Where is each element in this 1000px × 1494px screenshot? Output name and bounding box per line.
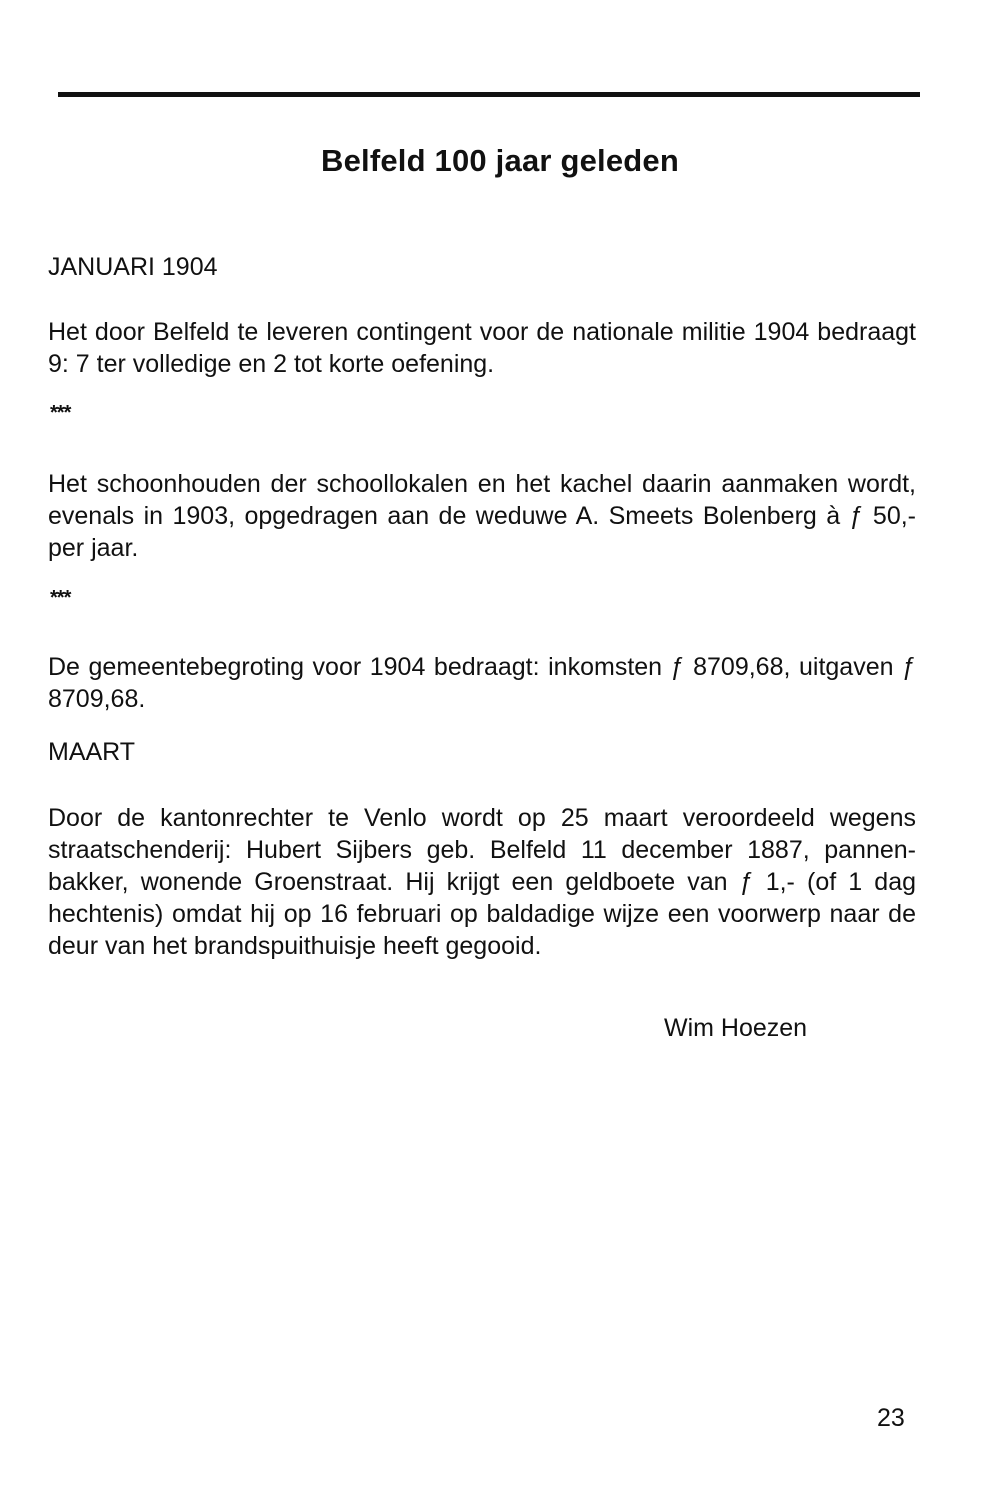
separator-stars: ***: [50, 587, 71, 609]
section-heading-maart: MAART: [48, 738, 136, 766]
paragraph-militie: Het door Belfeld te leveren contingent voor de nationale militie 1904 bedraagt 9: 7 ter volledige en 2 tot korte oefening.: [48, 318, 916, 378]
paragraph-schoollokalen: Het schoonhouden der schoollokalen en het kachel daarin aanmaken wordt, evenals in 1903, opgedragen aan de weduwe A. Smeets Bolenberg à ƒ 50,- per jaar.: [48, 470, 916, 562]
separator-stars: ***: [50, 402, 71, 424]
author-signature: Wim Hoezen: [664, 1014, 808, 1042]
section-heading-januari: JANUARI 1904: [48, 253, 218, 281]
top-rule: [58, 92, 920, 97]
paragraph-gemeentebegroting: De gemeentebegroting voor 1904 bedraagt: inkomsten ƒ 8709,68, uitgaven ƒ 8709,68.: [48, 653, 916, 713]
page-number: 23: [877, 1404, 905, 1432]
article-title: Belfeld 100 jaar geleden: [320, 143, 679, 178]
paragraph-kantonrechter: Door de kantonrechter te Venlo wordt op 25 maart veroordeeld wegens straatschenderij: Hubert Sijbers geb. Belfeld 11 december 1887, pannenbakker, wonende Groenstraat. Hij krijgt een geldboete van ƒ 1,- (of 1 dag hechtenis) omdat hij op 16 februari op baldadige wijze een voorwerp naar de deur van het brandspuithuisje heeft gegooid.: [48, 804, 916, 960]
